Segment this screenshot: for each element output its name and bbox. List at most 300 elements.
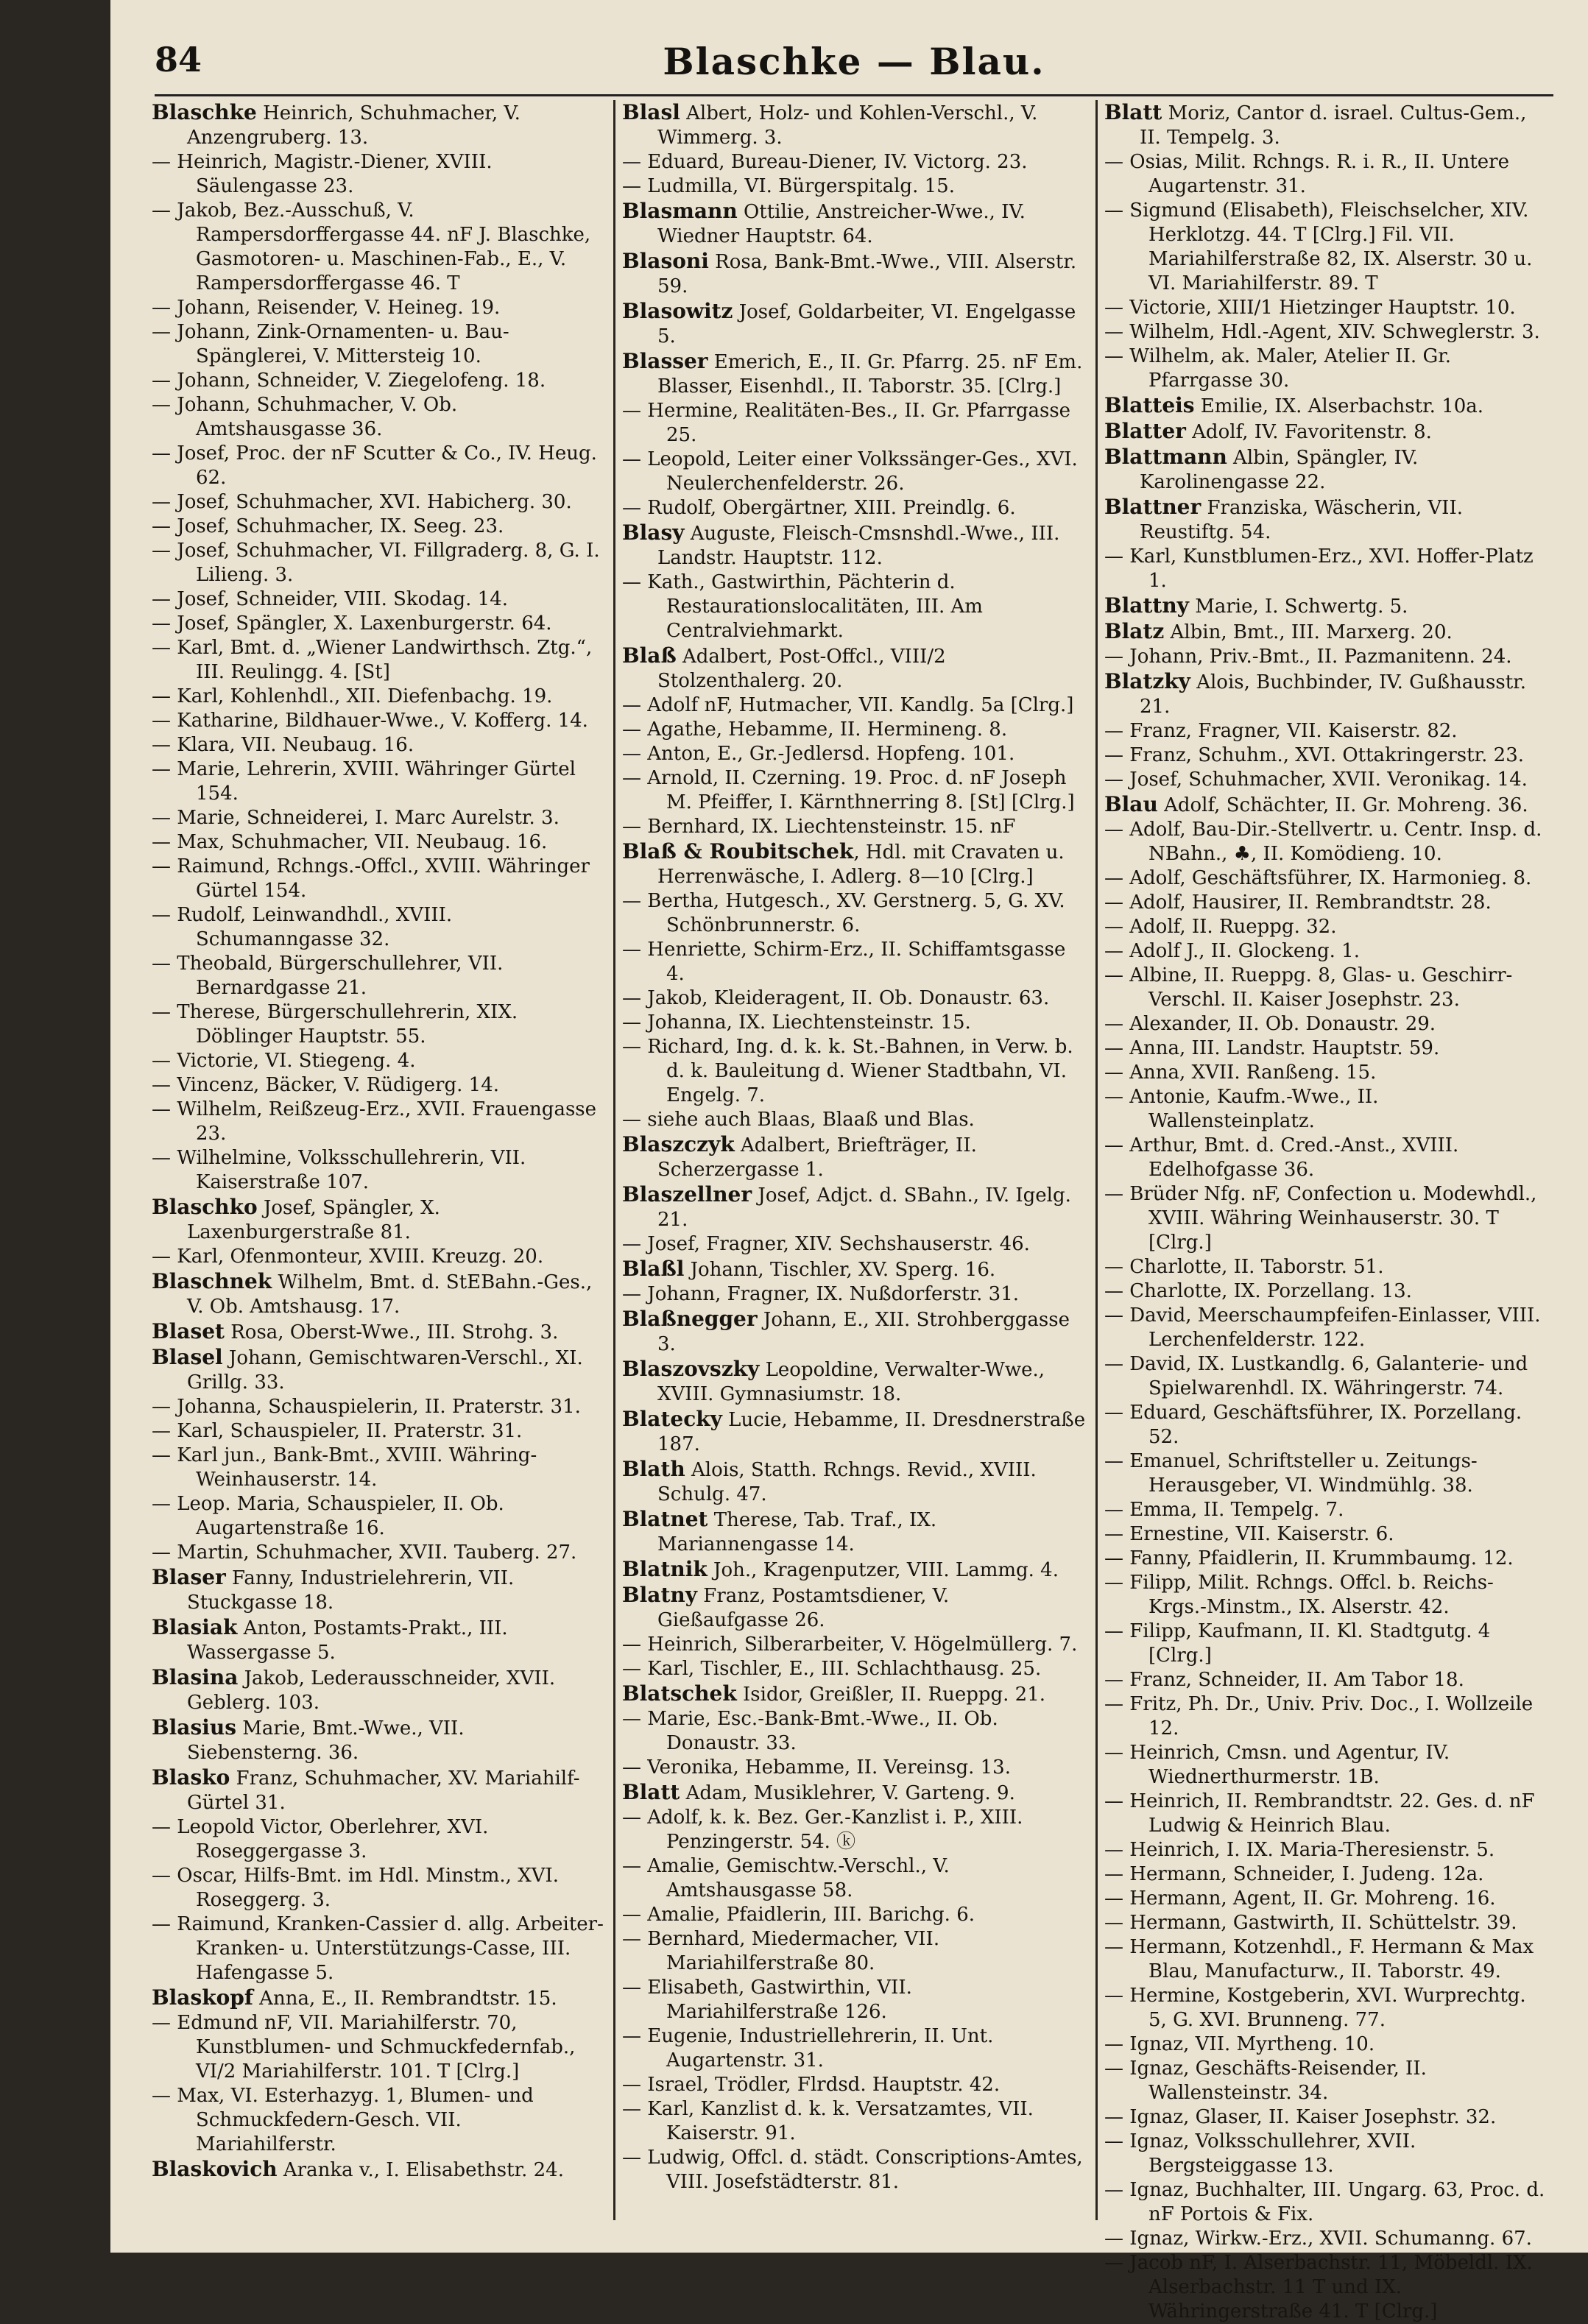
directory-entry: [152, 612, 604, 636]
entry-text: Alois, Buchbinder, IV. Gußhausstr. 21.: [1140, 671, 1527, 718]
directory-entry: [1104, 1887, 1546, 1911]
directory-entry: [622, 199, 1086, 249]
entry-surname: Blaschnek: [152, 1269, 272, 1293]
entry-text: — Emma, II. Tempelg. 7.: [1104, 1499, 1344, 1521]
entry-surname: Blatnik: [622, 1557, 707, 1581]
entry-text: Marie, I. Schwertg. 5.: [1188, 596, 1408, 618]
entry-surname: Blattmann: [1104, 445, 1227, 469]
directory-entry: [152, 490, 604, 515]
entry-text: Auguste, Fleisch-Cmsnshdl.-Wwe., III. Landstr. Hauptstr. 112.: [657, 523, 1060, 569]
directory-entry: [152, 320, 604, 369]
entry-text: Franz, Schuhmacher, XV. Mariahilf-Gürtel 31.: [187, 1767, 580, 1814]
directory-entry: [152, 369, 604, 393]
entry-text: — Alexander, II. Ob. Donaustr. 29.: [1104, 1013, 1436, 1035]
entry-text: — Osias, Milit. Rchngs. R. i. R., II. Untere Augartenstr. 31.: [1104, 151, 1509, 197]
directory-entry: [1104, 744, 1546, 768]
directory-entry: [622, 1407, 1086, 1457]
entry-text: Ottilie, Anstreicher-Wwe., IV. Wiedner Hauptstr. 64.: [657, 201, 1026, 247]
entry-surname: Blaszellner: [622, 1182, 752, 1207]
column-3: [1104, 100, 1546, 2323]
page-header: [155, 29, 1553, 96]
entry-text: — Johann, Schuhmacher, V. Ob. Amtshausgasse 36.: [152, 394, 458, 440]
entry-surname: Blaschko: [152, 1195, 258, 1219]
header-rule: [155, 94, 1553, 96]
directory-entry: [622, 986, 1086, 1011]
directory-entry: [1104, 393, 1546, 419]
entry-text: — Adolf, Bau-Dir.-Stellvertr. u. Centr. Insp. d. NBahn., ♣, II. Komödieng. 10.: [1104, 819, 1542, 865]
directory-entry: [152, 515, 604, 539]
entry-text: — Karl, Tischler, E., III. Schlachthausg. 25.: [622, 1658, 1042, 1680]
entry-text: — Amalie, Pfaidlerin, III. Barichg. 6.: [622, 1904, 975, 1926]
directory-entry: [1104, 1134, 1546, 1182]
entry-text: — Wilhelm, Reißzeug-Erz., XVII. Frauengasse 23.: [152, 1098, 597, 1145]
directory-entry: [152, 855, 604, 903]
directory-entry: [152, 296, 604, 320]
entry-text: Jakob, Lederausschneider, XVII. Geblerg. 103.: [187, 1667, 556, 1714]
directory-entry: [622, 1633, 1086, 1657]
entry-text: — Fritz, Ph. Dr., Univ. Priv. Doc., I. Wollzeile 12.: [1104, 1693, 1534, 1740]
entry-text: — Johanna, Schauspielerin, II. Praterstr. 31.: [152, 1396, 581, 1418]
directory-entry: [622, 839, 1086, 889]
directory-entry: [622, 150, 1086, 174]
entry-text: — Anna, XVII. Ranßeng. 15.: [1104, 1062, 1377, 1084]
entry-text: Fanny, Industrielehrerin, VII. Stuckgasse 18.: [187, 1567, 515, 1614]
directory-entry: [622, 1307, 1086, 1357]
directory-entry: [1104, 199, 1546, 296]
entry-text: Josef, Spängler, X. Laxenburgerstraße 81.: [187, 1197, 440, 1243]
entry-text: Marie, Bmt.-Wwe., VII. Siebensterng. 36.: [187, 1717, 465, 1764]
directory-entry: [1104, 445, 1546, 495]
entry-text: — Theobald, Bürgerschullehrer, VII. Bernardgasse 21.: [152, 953, 504, 999]
directory-entry: [1104, 2032, 1546, 2057]
directory-entry: [1104, 1182, 1546, 1255]
entry-text: Franz, Postamtsdiener, V. Gießaufgasse 26.: [657, 1585, 950, 1631]
entry-text: — Ernestine, VII. Kaiserstr. 6.: [1104, 1523, 1394, 1545]
directory-entry: [622, 2146, 1086, 2194]
entry-surname: Blatschek: [622, 1681, 737, 1706]
entry-text: — Marie, Lehrerin, XVIII. Währinger Gürtel 154.: [152, 758, 576, 805]
entry-text: — Jacob nF, I. Alserbachstr. 11, Möbeldl. IX. Alserbachstr. 11 T und IX. Währingerstraße 41. T [Clrg.]: [1104, 2252, 1533, 2323]
directory-entry: [1104, 964, 1546, 1012]
directory-entry: [152, 199, 604, 296]
entry-text: Anton, Postamts-Prakt., III. Wassergasse 5.: [187, 1617, 508, 1664]
entry-text: — Adolf nF, Hutmacher, VII. Kandlg. 5a [Clrg.]: [622, 694, 1074, 716]
directory-entry: [622, 174, 1086, 199]
directory-entry: [1104, 1449, 1546, 1498]
entry-surname: Blatteis: [1104, 393, 1195, 417]
entry-text: — Ignaz, Wirkw.-Erz., XVII. Schumanng. 67.: [1104, 2228, 1532, 2250]
entry-text: — Charlotte, II. Taborstr. 51.: [1104, 1256, 1384, 1278]
directory-entry: [152, 1492, 604, 1541]
entry-text: — Eugenie, Industriellehrerin, II. Unt. Augartenstr. 31.: [622, 2025, 994, 2072]
column-2: [622, 100, 1086, 2235]
directory-entry: [1104, 1304, 1546, 1352]
entry-text: Josef, Goldarbeiter, VI. Engelgasse 5.: [657, 301, 1076, 347]
entry-surname: Blasel: [152, 1345, 223, 1369]
directory-entry: [152, 393, 604, 442]
entry-text: — Ludmilla, VI. Bürgerspitalg. 15.: [622, 175, 955, 197]
entry-surname: Blaset: [152, 1319, 225, 1343]
directory-entry: [152, 1269, 604, 1319]
directory-entry: [622, 1257, 1086, 1282]
entry-text: — Antonie, Kaufm.-Wwe., II. Wallensteinplatz.: [1104, 1086, 1379, 1132]
entry-text: — Heinrich, Silberarbeiter, V. Högelmüllerg. 7.: [622, 1633, 1078, 1656]
directory-entry: [152, 830, 604, 855]
entry-surname: Blatter: [1104, 419, 1186, 443]
entry-surname: Blaßnegger: [622, 1307, 758, 1331]
entry-text: — Johann, Schneider, V. Ziegelofeng. 18.: [152, 370, 546, 392]
entry-text: — Karl jun., Bank-Bmt., XVIII. Währing-Weinhauserstr. 14.: [152, 1444, 537, 1491]
directory-entry: [622, 571, 1086, 643]
entry-text: — Richard, Ing. d. k. k. St.-Bahnen, in Verw. b. d. k. Bauleitung d. Wiener Stadtbahn, VI. Engelg. 7.: [622, 1036, 1073, 1106]
entry-surname: Blatnet: [622, 1507, 708, 1531]
entry-text: Adolf, Schächter, II. Gr. Mohreng. 36.: [1157, 794, 1528, 816]
entry-text: — Heinrich, Magistr.-Diener, XVIII. Säulengasse 23.: [152, 151, 493, 197]
entry-text: — Amalie, Gemischtw.-Verschl., V. Amtshausgasse 58.: [622, 1855, 950, 1901]
entry-text: — Albine, II. Rueppg. 8, Glas- u. Geschirr-Verschl. II. Kaiser Josephstr. 23.: [1104, 964, 1513, 1011]
entry-surname: Blatecky: [622, 1407, 722, 1431]
entry-surname: Blatzky: [1104, 669, 1190, 693]
entry-text: — Ignaz, Glaser, II. Kaiser Josephstr. 32.: [1104, 2106, 1497, 2128]
entry-text: Johann, Tischler, XV. Sperg. 16.: [684, 1259, 996, 1281]
directory-entry: [1104, 320, 1546, 345]
entry-text: — Adolf, II. Rueppg. 32.: [1104, 916, 1337, 938]
entry-text: — Johann, Priv.-Bmt., II. Pazmanitenn. 24.: [1104, 646, 1512, 668]
directory-entry: [1104, 1741, 1546, 1790]
entry-text: — Therese, Bürgerschullehrerin, XIX. Döblinger Hauptstr. 55.: [152, 1001, 518, 1048]
entry-text: Emilie, IX. Alserbachstr. 10a.: [1194, 395, 1484, 417]
entry-text: — Ludwig, Offcl. d. städt. Conscriptions-Amtes, VIII. Josefstädterstr. 81.: [622, 2147, 1083, 2193]
directory-entry: [622, 1282, 1086, 1307]
directory-entry: [152, 903, 604, 952]
entry-text: — Israel, Trödler, Flrdsd. Hauptstr. 42.: [622, 2074, 1001, 2096]
directory-entry: [152, 1000, 604, 1049]
entry-text: — Ignaz, VII. Myrtheng. 10.: [1104, 2033, 1375, 2055]
directory-entry: [1104, 2105, 1546, 2130]
entry-text: — Karl, Schauspieler, II. Praterstr. 31.: [152, 1420, 523, 1442]
entry-text: — Victorie, XIII/1 Hietzinger Hauptstr. 10.: [1104, 297, 1516, 319]
directory-entry: [1104, 495, 1546, 545]
entry-surname: Blasmann: [622, 199, 738, 223]
entry-text: Albin, Spängler, IV. Karolinengasse 22.: [1140, 447, 1419, 493]
entry-surname: Blasy: [622, 520, 685, 545]
entry-text: Johann, Gemischtwaren-Verschl., XI. Grillg. 33.: [187, 1347, 583, 1394]
entry-text: — Charlotte, IX. Porzellang. 13.: [1104, 1280, 1412, 1302]
directory-entry: [152, 1319, 604, 1345]
entry-surname: Blasina: [152, 1665, 239, 1689]
entry-text: — Fanny, Pfaidlerin, II. Krummbaumg. 12.: [1104, 1547, 1514, 1569]
directory-entry: [622, 2097, 1086, 2146]
directory-entry: [622, 1903, 1086, 1927]
directory-entry: [1104, 1935, 1546, 1984]
directory-entry: [622, 1132, 1086, 1182]
directory-entry: [1104, 1255, 1546, 1279]
directory-entry: [622, 100, 1086, 150]
directory-entry: [152, 1615, 604, 1665]
directory-entry: [152, 100, 604, 150]
directory-entry: [152, 1049, 604, 1073]
entry-text: — Johann, Reisender, V. Heineg. 19.: [152, 297, 501, 319]
entry-text: — Kath., Gastwirthin, Pächterin d. Restaurationslocalitäten, III. Am Centralviehmarkt.: [622, 571, 983, 642]
entry-text: Johann, E., XII. Strohberggasse 3.: [657, 1309, 1070, 1355]
entry-text: — Marie, Schneiderei, I. Marc Aurelstr. 3.: [152, 807, 560, 829]
entry-surname: Blaskopf: [152, 1985, 253, 2010]
directory-entry: [1104, 1547, 1546, 1571]
entry-text: — Heinrich, Cmsn. und Agentur, IV. Wiednerthurmerstr. 1B.: [1104, 1742, 1450, 1788]
directory-entry: [152, 442, 604, 490]
entry-text: — Max, VI. Esterhazyg. 1, Blumen- und Schmuckfedern-Gesch. VII. Mariahilferstr.: [152, 2085, 534, 2155]
entry-text: Franziska, Wäscherin, VII. Reustiftg. 54.: [1140, 497, 1463, 543]
directory-entry: [1104, 2251, 1546, 2324]
directory-entry: [1104, 1498, 1546, 1522]
entry-text: — Raimund, Kranken-Cassier d. allg. Arbeiter-Kranken- u. Unterstützungs-Casse, III. Hafengasse 5.: [152, 1913, 604, 1984]
directory-entry: [622, 249, 1086, 299]
directory-entry: [622, 938, 1086, 986]
directory-entry: [152, 539, 604, 587]
entry-text: — siehe auch Blaas, Blaaß und Blas.: [622, 1109, 975, 1131]
directory-entry: [622, 1756, 1086, 1780]
directory-entry: [152, 733, 604, 757]
directory-entry: [1104, 2178, 1546, 2227]
directory-entry: [152, 1665, 604, 1715]
directory-entry: [622, 1357, 1086, 1407]
directory-entry: [1104, 792, 1546, 818]
entry-text: — Johann, Fragner, IX. Nußdorferstr. 31.: [622, 1283, 1020, 1305]
entry-text: — Karl, Kunstblumen-Erz., XVI. Hoffer-Platz 1.: [1104, 545, 1534, 592]
directory-entry: [152, 636, 604, 685]
directory-entry: [152, 709, 604, 733]
entry-text: — Hermann, Schneider, I. Judeng. 12a.: [1104, 1863, 1484, 1885]
directory-entry: [622, 1557, 1086, 1583]
directory-entry: [1104, 818, 1546, 866]
directory-entry: [622, 1583, 1086, 1633]
entry-text: Therese, Tab. Traf., IX. Mariannengasse 14.: [657, 1509, 937, 1555]
entry-text: — Adolf, k. k. Bez. Ger.-Kanzlist i. P., XIII. Penzingerstr. 54. ⓚ: [622, 1806, 1023, 1853]
entry-text: — Anton, E., Gr.-Jedlersd. Hopfeng. 101.: [622, 743, 1015, 765]
entry-text: — Leop. Maria, Schauspieler, II. Ob. Augartenstraße 16.: [152, 1493, 504, 1539]
entry-surname: Blaschke: [152, 100, 257, 124]
entry-text: — Josef, Schuhmacher, XVII. Veronikag. 14.: [1104, 769, 1528, 791]
directory-entry: [622, 1232, 1086, 1257]
directory-entry: [622, 718, 1086, 742]
entry-text: — Josef, Schuhmacher, VI. Fillgraderg. 8, G. I. Lilieng. 3.: [152, 540, 600, 586]
directory-entry: [622, 1108, 1086, 1132]
entry-text: — Sigmund (Elisabeth), Fleischselcher, XIV. Herklotzg. 44. T [Clrg.] Fil. VII. Mariahilferstraße 82, IX. Alserstr. 30 u. VI. Mariahilferstr. 89. T: [1104, 199, 1533, 294]
entry-surname: Blaß: [622, 643, 677, 668]
directory-entry: [622, 496, 1086, 520]
directory-entry: [1104, 1911, 1546, 1935]
directory-entry: [152, 1245, 604, 1269]
entry-text: Moriz, Cantor d. israel. Cultus-Gem., II. Tempelg. 3.: [1140, 102, 1527, 149]
directory-entry: [622, 2024, 1086, 2073]
entry-text: — Agathe, Hebamme, II. Hermineng. 8.: [622, 718, 1008, 741]
entry-text: — Katharine, Bildhauer-Wwe., V. Kofferg. 14.: [152, 710, 588, 732]
directory-entry: [1104, 1085, 1546, 1134]
entry-text: — Elisabeth, Gastwirthin, VII. Mariahilferstraße 126.: [622, 1977, 912, 2023]
directory-entry: [622, 448, 1086, 496]
entry-text: — Ignaz, Volksschullehrer, XVII. Bergsteiggasse 13.: [1104, 2130, 1416, 2177]
entry-text: Wilhelm, Bmt. d. StEBahn.-Ges., V. Ob. Amtshausg. 17.: [187, 1271, 593, 1318]
directory-entry: [1104, 2057, 1546, 2105]
entry-text: — Franz, Fragner, VII. Kaiserstr. 82.: [1104, 720, 1458, 742]
entry-text: Emerich, E., II. Gr. Pfarrg. 25. nF Em. Blasser, Eisenhdl., II. Taborstr. 35. [Clrg.]: [657, 351, 1083, 398]
entry-text: — Rudolf, Obergärtner, XIII. Preindlg. 6.: [622, 497, 1016, 519]
entry-text: Albin, Bmt., III. Marxerg. 20.: [1164, 621, 1453, 643]
directory-entry: [622, 299, 1086, 349]
entry-surname: Blasko: [152, 1765, 230, 1790]
entry-text: — Oscar, Hilfs-Bmt. im Hdl. Minstm., XVI. Roseggerg. 3.: [152, 1865, 560, 1911]
directory-entry: [152, 757, 604, 806]
entry-text: Adam, Musiklehrer, V. Garteng. 9.: [680, 1782, 1015, 1804]
directory-entry: [152, 952, 604, 1000]
directory-entry: [152, 2011, 604, 2084]
directory-entry: [1104, 1522, 1546, 1547]
entry-text: — Eduard, Bureau-Diener, IV. Victorg. 23.: [622, 151, 1028, 173]
entry-text: — Heinrich, II. Rembrandtstr. 22. Ges. d. nF Ludwig & Heinrich Blau.: [1104, 1790, 1535, 1837]
directory-entry: [152, 1765, 604, 1815]
entry-text: Leopoldine, Verwalter-Wwe., XVIII. Gymnasiumstr. 18.: [657, 1359, 1045, 1405]
entry-text: — Wilhelm, Hdl.-Agent, XIV. Schweglerstr. 3.: [1104, 321, 1540, 343]
directory-entry: [152, 1345, 604, 1395]
directory-entry: [152, 1098, 604, 1146]
entry-text: — Filipp, Milit. Rchngs. Offcl. b. Reichs-Krgs.-Minstm., IX. Alserstr. 42.: [1104, 1572, 1494, 1618]
entry-text: — Edmund nF, VII. Mariahilferstr. 70, Kunstblumen- und Schmuckfedernfab., VI/2 Mariahilferstr. 101. T [Clrg.]: [152, 2012, 576, 2083]
entry-text: — Veronika, Hebamme, II. Vereinsg. 13.: [622, 1756, 1011, 1779]
directory-entry: [1104, 1012, 1546, 1036]
entry-text: — Hermann, Gastwirth, II. Schüttelstr. 39.: [1104, 1912, 1517, 1934]
entry-text: — Henriette, Schirm-Erz., II. Schiffamtsgasse 4.: [622, 939, 1066, 985]
entry-surname: Blatny: [622, 1583, 698, 1607]
entry-text: — Josef, Fragner, XIV. Sechshauserstr. 46.: [622, 1233, 1030, 1255]
entry-text: — Adolf, Hausirer, II. Rembrandtstr. 28.: [1104, 891, 1492, 914]
entry-text: — Martin, Schuhmacher, XVII. Tauberg. 27.: [152, 1541, 577, 1564]
directory-entry: [622, 1681, 1086, 1707]
directory-entry: [1104, 1061, 1546, 1085]
directory-entry: [622, 1011, 1086, 1035]
entry-text: — Klara, VII. Neubaug. 16.: [152, 734, 414, 756]
directory-entry: [1104, 100, 1546, 150]
entry-text: Adalbert, Briefträger, II. Scherzergasse 1.: [657, 1134, 977, 1181]
directory-entry: [1104, 1692, 1546, 1741]
entry-text: — Marie, Esc.-Bank-Bmt.-Wwe., II. Ob. Donaustr. 33.: [622, 1708, 998, 1754]
directory-entry: [622, 1806, 1086, 1854]
directory-entry: [622, 766, 1086, 815]
entry-text: — Josef, Proc. der nF Scutter & Co., IV. Heug. 62.: [152, 442, 597, 489]
entry-surname: Blaskovich: [152, 2157, 278, 2181]
entry-text: Heinrich, Schuhmacher, V. Anzengruberg. 13.: [187, 102, 520, 149]
directory-entry: [622, 1507, 1086, 1557]
directory-entry: [152, 1146, 604, 1195]
directory-entry: [622, 520, 1086, 571]
directory-entry: [622, 693, 1086, 718]
directory-entry: [1104, 1984, 1546, 2032]
directory-entry: [152, 2084, 604, 2157]
entry-text: — Karl, Ofenmonteur, XVIII. Kreuzg. 20.: [152, 1246, 544, 1268]
entry-text: — Ignaz, Buchhalter, III. Ungarg. 63, Proc. d. nF Portois & Fix.: [1104, 2179, 1545, 2225]
directory-entry: [1104, 645, 1546, 669]
entry-text: — Hermine, Kostgeberin, XVI. Wurprechtg. 5, G. XVI. Brunneng. 77.: [1104, 1985, 1526, 2031]
entry-text: — Josef, Schuhmacher, XVI. Habicherg. 30.: [152, 491, 572, 513]
directory-entry: [152, 150, 604, 199]
directory-entry: [1104, 768, 1546, 792]
entry-surname: Blath: [622, 1457, 685, 1481]
directory-entry: [622, 1182, 1086, 1232]
directory-entry: [152, 685, 604, 709]
directory-entry: [1104, 1620, 1546, 1668]
directory-entry: [622, 1976, 1086, 2024]
entry-surname: Blaßl: [622, 1257, 685, 1281]
directory-entry: [152, 1715, 604, 1765]
entry-surname: Blasiak: [152, 1615, 238, 1639]
column-divider: [1095, 100, 1098, 2220]
entry-text: — Wilhelmine, Volksschullehrerin, VII. Kaiserstraße 107.: [152, 1147, 526, 1193]
entry-text: , Hdl. mit Cravaten u. Herrenwäsche, I. Adlerg. 8—10 [Clrg.]: [657, 841, 1065, 888]
directory-entry: [1104, 719, 1546, 744]
directory-entry: [1104, 419, 1546, 445]
directory-entry: [152, 1985, 604, 2011]
entry-surname: Blatt: [622, 1780, 680, 1804]
entry-text: Rosa, Bank-Bmt.-Wwe., VIII. Alserstr. 59.: [657, 251, 1077, 297]
entry-text: — David, Meerschaumpfeifen-Einlasser, VIII. Lerchenfelderstr. 122.: [1104, 1304, 1541, 1351]
entry-surname: Blaszovszky: [622, 1357, 760, 1381]
entry-text: — Hermann, Agent, II. Gr. Mohreng. 16.: [1104, 1887, 1496, 1910]
directory-entry: [1104, 915, 1546, 939]
entry-text: — Johann, Zink-Ornamenten- u. Bau-Spänglerei, V. Mittersteig 10.: [152, 321, 509, 367]
entry-text: — Leopold, Leiter einer Volkssänger-Ges., XVI. Neulerchenfelderstr. 26.: [622, 448, 1078, 495]
entry-text: — Jakob, Bez.-Ausschuß, V. Rampersdorffergasse 44. nF J. Blaschke, Gasmotoren- u. Maschinen-Fab., E., V. Rampersdorffergasse 46. T: [152, 199, 591, 294]
entry-text: Lucie, Hebamme, II. Dresdnerstraße 187.: [657, 1409, 1086, 1455]
entry-text: Aranka v., I. Elisabethstr. 24.: [277, 2159, 564, 2181]
page-title: Blaschke — Blau.: [663, 40, 1045, 83]
entry-text: — Adolf J., II. Glockeng. 1.: [1104, 940, 1360, 962]
entry-surname: Blasoni: [622, 249, 709, 273]
directory-entry: [622, 643, 1086, 693]
directory-entry: [152, 1815, 604, 1864]
entry-text: — Karl, Bmt. d. „Wiener Landwirthsch. Ztg.“, III. Reulingg. 4. [St]: [152, 637, 593, 683]
directory-entry: [1104, 619, 1546, 645]
entry-text: — Bertha, Hutgesch., XV. Gerstnerg. 5, G. XV. Schönbrunnerstr. 6.: [622, 890, 1065, 936]
page-number: 84: [155, 40, 202, 80]
entry-text: — Filipp, Kaufmann, II. Kl. Stadtgutg. 4 [Clrg.]: [1104, 1620, 1491, 1667]
directory-entry: [152, 1864, 604, 1912]
entry-text: — Josef, Schneider, VIII. Skodag. 14.: [152, 588, 508, 610]
directory-entry: [1104, 1862, 1546, 1887]
entry-text: — Johanna, IX. Liechtensteinstr. 15.: [622, 1011, 971, 1034]
entry-surname: Blasowitz: [622, 299, 733, 323]
entry-text: — Max, Schuhmacher, VII. Neubaug. 16.: [152, 831, 548, 853]
directory-entry: [152, 1073, 604, 1098]
entry-surname: Blasser: [622, 349, 708, 373]
directory-entry: [1104, 669, 1546, 719]
directory-entry: [1104, 1668, 1546, 1692]
entry-text: — Rudolf, Leinwandhdl., XVIII. Schumanngasse 32.: [152, 904, 453, 950]
directory-entry: [622, 349, 1086, 399]
directory-entry: [622, 2073, 1086, 2097]
directory-entry: [1104, 1352, 1546, 1401]
directory-entry: [1104, 1036, 1546, 1061]
entry-text: — Hermann, Kotzenhdl., F. Hermann & Max Blau, Manufacturw., II. Taborstr. 49.: [1104, 1936, 1534, 1982]
entry-text: Isidor, Greißler, II. Rueppg. 21.: [736, 1684, 1046, 1706]
directory-entry: [622, 815, 1086, 839]
directory-entry: [1104, 2130, 1546, 2178]
directory-entry: [622, 889, 1086, 938]
entry-text: Joh., Kragenputzer, VIII. Lammg. 4.: [707, 1559, 1059, 1581]
directory-entry: [622, 399, 1086, 448]
directory-entry: [1104, 1401, 1546, 1449]
entry-surname: Blatz: [1104, 619, 1165, 643]
directory-entry: [1104, 593, 1546, 619]
entry-text: — Bernhard, Miedermacher, VII. Mariahilferstraße 80.: [622, 1928, 940, 1974]
